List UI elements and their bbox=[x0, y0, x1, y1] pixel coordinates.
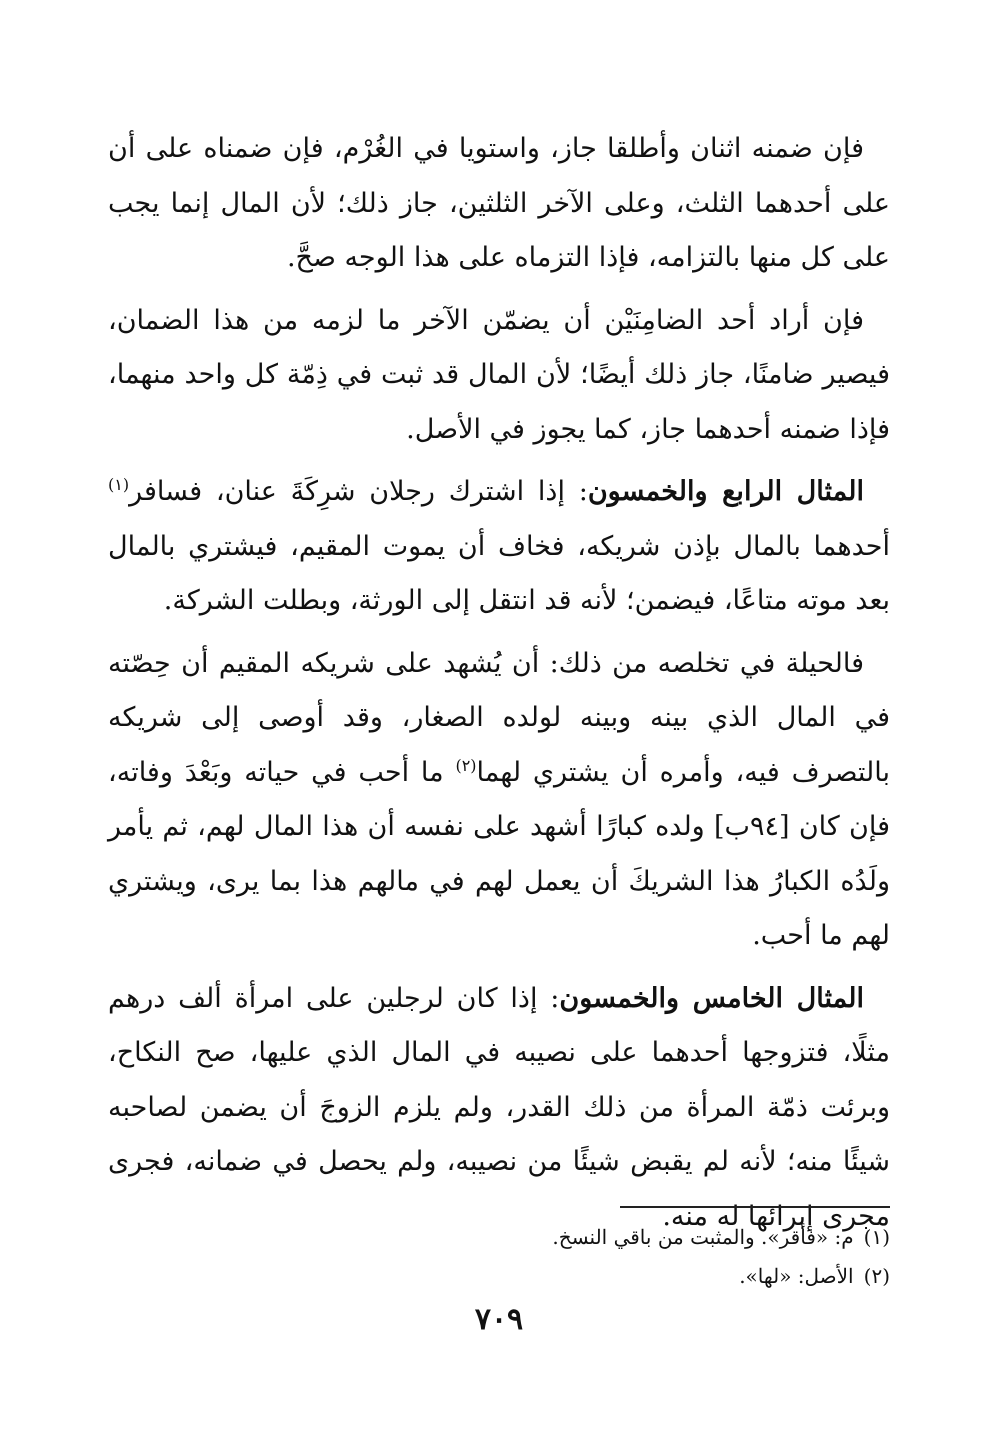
footnote-number: (٢) bbox=[863, 1264, 890, 1288]
paragraph-1 bbox=[108, 122, 890, 286]
example-55-heading: المثال الخامس والخمسون bbox=[559, 982, 864, 1014]
paragraph-text: : إذا اشترك رجلان شرِكَةَ عنان، فسافر bbox=[129, 476, 588, 507]
paragraph-text: فإن ضمنه اثنان وأطلقا جاز، واستويا في الغُرْم، فإن ضمناه على أن على أحدهما الثلث، وعلى الآخر الثلثين، جاز ذلك؛ لأن المال إنما يجب على كل منها بالتزامه، فإذا التزماه على هذا الوجه صحَّ. bbox=[108, 133, 890, 273]
main-text-block bbox=[108, 122, 890, 1252]
footnote-1 bbox=[108, 1218, 890, 1257]
paragraph-text: فإن أراد أحد الضامِنَيْن أن يضمّن الآخر ما لزمه من هذا الضمان، فيصير ضامنًا، جاز ذلك أيضًا؛ لأن المال قد ثبت في ذِمّة كل واحد منهما، فإذا ضمنه أحدهما جاز، كما يجوز في الأصل. bbox=[108, 304, 890, 445]
footnote-divider bbox=[620, 1206, 890, 1208]
footnotes bbox=[108, 1218, 890, 1296]
footnote-2 bbox=[108, 1257, 890, 1296]
paragraph-5 bbox=[108, 972, 890, 1245]
footnote-text: الأصل: «لها». bbox=[739, 1264, 854, 1288]
paragraph-4 bbox=[108, 637, 890, 964]
footnote-reference-2: (٢) bbox=[455, 755, 477, 775]
paragraph-text: فالحيلة في تخلصه من ذلك: أن يُشهد على شريكه المقيم أن حِصّته في المال الذي بينه وبينه لولده الصغار، وقد أوصى إلى شريكه بالتصرف فيه، وأمره أن يشتري لهما bbox=[108, 647, 890, 788]
paragraph-text: : إذا كان لرجلين على امرأة ألف درهم مثلًا، فتزوجها أحدهما على نصيبه في المال الذي عليها، صح النكاح، وبرئت ذمّة المرأة من ذلك القدر، ولم يلزم الزوجَ أن يضمن لصاحبه شيئًا منه؛ لأنه لم يقبض شيئًا من نصيبه، ولم يحصل في ضمانه، فجرى مجرى إبرائها له منه. bbox=[108, 982, 890, 1232]
paragraph-3 bbox=[108, 465, 890, 629]
paragraph-text-continued: ما أحب في حياته وبَعْدَ وفاته، فإن كان [٩٤ب] ولده كبارًا أشهد على نفسه أن هذا المال لهم، ثم يأمر ولَدُه الكبارُ هذا الشريكَ أن يعمل لهم في مالهم هذا بما يرى، ويشتري لهم ما أحب. bbox=[108, 756, 890, 951]
footnote-number: (١) bbox=[863, 1225, 890, 1249]
footnote-reference-1: (١) bbox=[108, 475, 130, 494]
paragraph-2 bbox=[108, 294, 890, 458]
page-number: ٧٠٩ bbox=[474, 1302, 524, 1337]
example-54-heading: المثال الرابع والخمسون bbox=[587, 476, 864, 507]
footnote-text: م: «فأقر». والمثبت من باقي النسخ. bbox=[552, 1225, 854, 1249]
paragraph-text-continued: أحدهما بالمال بإذن شريكه، فخاف أن يموت المقيم، فيشتري بالمال بعد موته متاعًا، فيضمن؛ لأنه قد انتقل إلى الورثة، وبطلت الشركة. bbox=[108, 530, 890, 616]
